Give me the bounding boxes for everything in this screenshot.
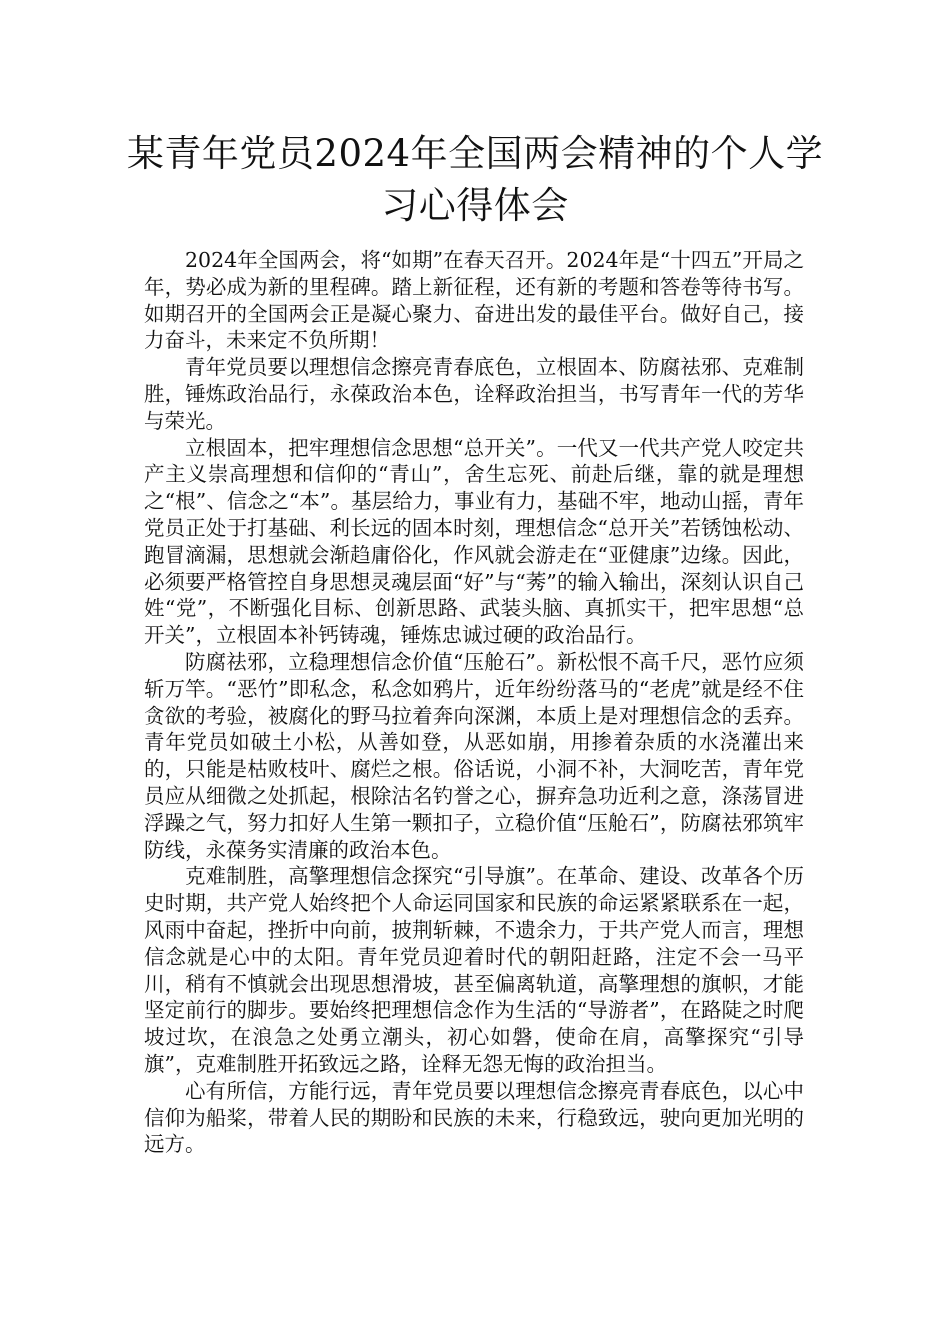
document-title: 某青年党员2024年全国两会精神的个人学习心得体会 <box>126 132 824 227</box>
paragraph-conclusion: 心有所信，方能行远，青年党员要以理想信念擦亮青春底色，以心中信仰为船桨，带着人民的期盼和民族的未来，行稳致远，驶向更加光明的远方。 <box>144 1078 804 1157</box>
paragraph-overcome: 克难制胜，高擎理想信念探究“引导旗”。在革命、建设、改革各个历史时期，共产党人始终把个人命运同国家和民族的命运紧紧联系在一起，风雨中奋起，挫折中向前，披荆斩棘，不遗余力，于共产党人而言，理想信念就是心中的太阳。青年党员迎着时代的朝阳赶路，注定不会一马平川，稍有不慎就会出现思想滑坡，甚至偏离轨道，高擎理想的旗帜，才能坚定前行的脚步。要始终把理想信念作为生活的“导游者”，在路陡之时爬坡过坎，在浪急之处勇立潮头，初心如磐，使命在肩，高擎探究“引导旗”，克难制胜开拓致远之路，诠释无怨无悔的政治担当。 <box>144 864 804 1076</box>
paragraph-summary: 青年党员要以理想信念擦亮青春底色，立根固本、防腐祛邪、克难制胜，锤炼政治品行，永葆政治本色，诠释政治担当，书写青年一代的芳华与荣光。 <box>144 355 804 433</box>
paragraph-root: 立根固本，把牢理想信念思想“总开关”。一代又一代共产党人咬定共产主义崇高理想和信仰的“青山”，舍生忘死、前赴后继，靠的就是理想之“根”、信念之“本”。基层给力，事业有力，基础不牢，地动山摇，青年党员正处于打基础、利长远的固本时刻，理想信念“总开关”若锈蚀松动、跑冒滴漏，思想就会渐趋庸俗化，作风就会游走在“亚健康”边缘。因此，必须要严格管控自身思想灵魂层面“好”与“莠”的输入输出，深刻认识自己姓“党”，不断强化目标、创新思路、武装头脑、真抓实干，把牢思想“总开关”，立根固本补钙铸魂，锤炼忠诚过硬的政治品行。 <box>144 435 804 648</box>
paragraph-anticorruption: 防腐祛邪，立稳理想信念价值“压舱石”。新松恨不高千尺，恶竹应须斩万竿。“恶竹”即私念，私念如鸦片，近年纷纷落马的“老虎”就是经不住贪欲的考验，被腐化的野马拉着奔向深渊，本质上是对理想信念的丢弃。青年党员如破土小松，从善如登，从恶如崩，用掺着杂质的水浇灌出来的，只能是枯败枝叶、腐烂之根。俗话说，小洞不补，大洞吃苦，青年党员应从细微之处抓起，根除沽名钓誉之心，摒弃急功近利之意，涤荡冒进浮躁之气，努力扣好人生第一颗扣子，立稳价值“压舱石”，防腐祛邪筑牢防线，永葆务实清廉的政治本色。 <box>144 649 804 862</box>
document-body <box>144 247 804 1158</box>
paragraph-intro: 2024年全国两会，将“如期”在春天召开。2024年是“十四五”开局之年，势必成为新的里程碑。踏上新征程，还有新的考题和答卷等待书写。如期召开的全国两会正是凝心聚力、奋进出发的最佳平台。做好自己，接力奋斗，未来定不负所期！ <box>144 248 804 353</box>
